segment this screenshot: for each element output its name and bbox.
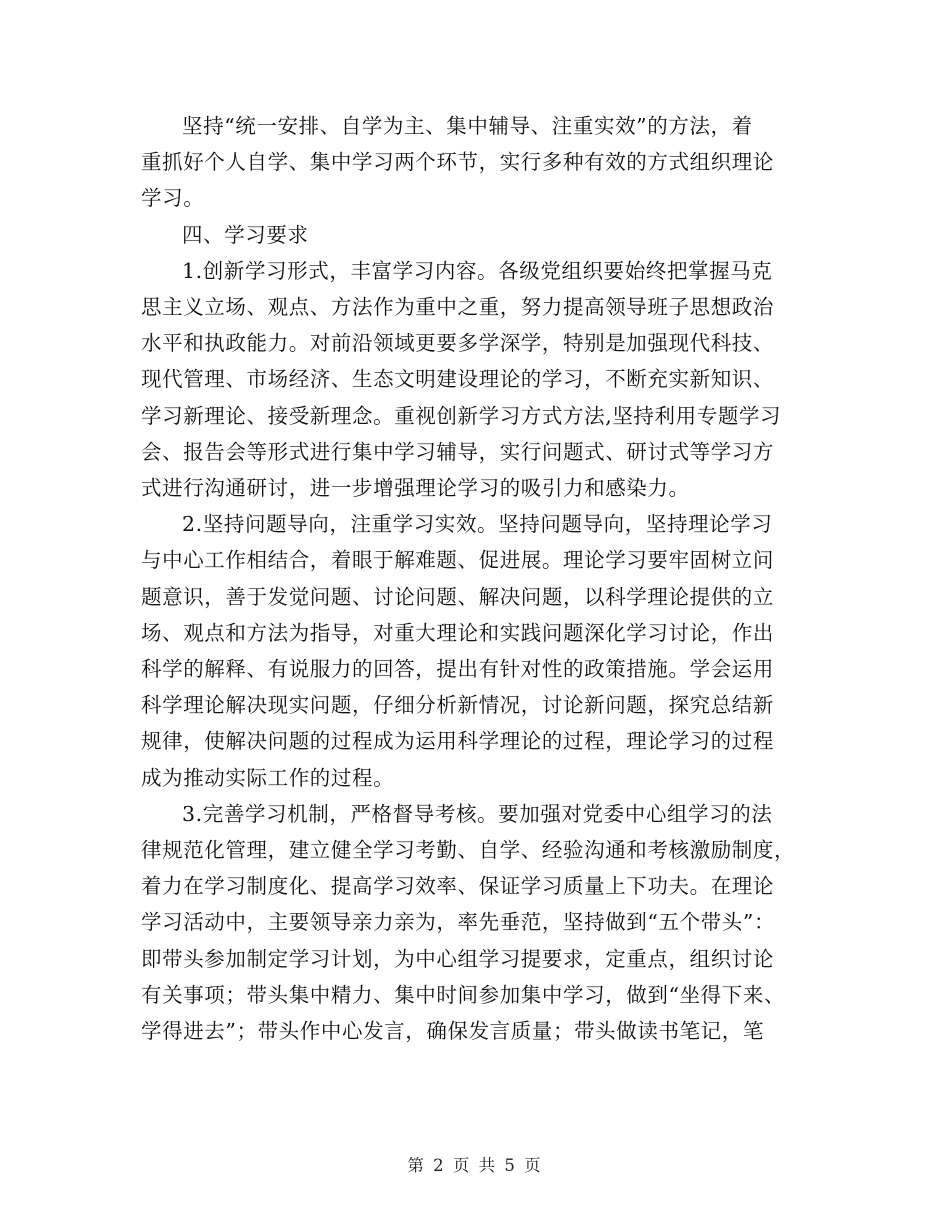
page-footer [0,1152,950,1176]
heading-line: 四、学习要求 [182,222,309,247]
text-line: 规律，使解决问题的过程成为运用科学理论的过程，理论学习的过程 [141,729,774,754]
text-line: 2.坚持问题导向，注重学习实效。坚持问题导向，坚持理论学习 [182,512,773,537]
page-number-label: 第 2 页 共 5 页 [407,1156,543,1175]
text-line: 会、报告会等形式进行集中学习辅导，实行问题式、研讨式等学习方 [141,439,774,464]
text-line: 学习。 [141,186,205,211]
text-line: 3.完善学习机制，严格督导考核。要加强对党委中心组学习的法 [182,801,773,826]
text-line: 学得进去”；带头作中心发言，确保发言质量；带头做读书笔记，笔 [141,1019,764,1044]
text-line: 式进行沟通研讨，进一步增强理论学习的吸引力和感染力。 [141,476,690,501]
paragraph-requirement-3 [141,796,801,1049]
text-line: 科学理论解决现实问题，仔细分析新情况，讨论新问题，探究总结新 [141,693,774,718]
document-body [141,108,801,1049]
text-line: 坚持“统一安排、自学为主、集中辅导、注重实效”的方法，着 [182,114,753,138]
text-line: 有关事项；带头集中精力、集中时间参加集中学习，做到“坐得下来、 [141,982,786,1007]
text-line: 场、观点和方法为指导，对重大理论和实践问题深化学习讨论，作出 [141,620,774,645]
paragraph-requirement-1 [141,253,801,506]
text-line: 律规范化管理，建立健全学习考勤、自学、经验沟通和考核激励制度， [141,838,796,863]
paragraph-method [141,108,801,217]
text-line: 成为推动实际工作的过程。 [141,765,395,790]
text-line: 科学的解释、有说服力的回答，提出有针对性的政策措施。学会运用 [141,657,774,682]
text-line: 1.创新学习形式，丰富学习内容。各级党组织要始终把掌握马克 [182,258,773,283]
text-line: 题意识，善于发觉问题、讨论问题、解决问题，以科学理论提供的立 [141,584,774,609]
text-line: 学习新理论、接受新理念。重视创新学习方式方法,坚持利用专题学习 [141,403,782,428]
text-line: 重抓好个人自学、集中学习两个环节，实行多种有效的方式组织理论 [141,150,774,175]
text-line: 现代管理、市场经济、生态文明建设理论的学习，不断充实新知识、 [141,367,774,392]
text-line: 思主义立场、观点、方法作为重中之重，努力提高领导班子思想政治 [141,295,774,320]
text-line: 与中心工作相结合，着眼于解难题、促进展。理论学习要牢固树立问 [141,548,774,573]
text-line: 即带头参加制定学习计划，为中心组学习提要求，定重点，组织讨论 [141,946,774,971]
text-line: 学习活动中，主要领导亲力亲为，率先垂范，坚持做到“五个带头”： [141,910,776,935]
text-line: 水平和执政能力。对前沿领域更要多学深学，特别是加强现代科技、 [141,331,774,356]
paragraph-requirement-2 [141,506,801,796]
text-line: 着力在学习制度化、提高学习效率、保证学习质量上下功夫。在理论 [141,874,774,899]
section-heading [141,217,801,253]
